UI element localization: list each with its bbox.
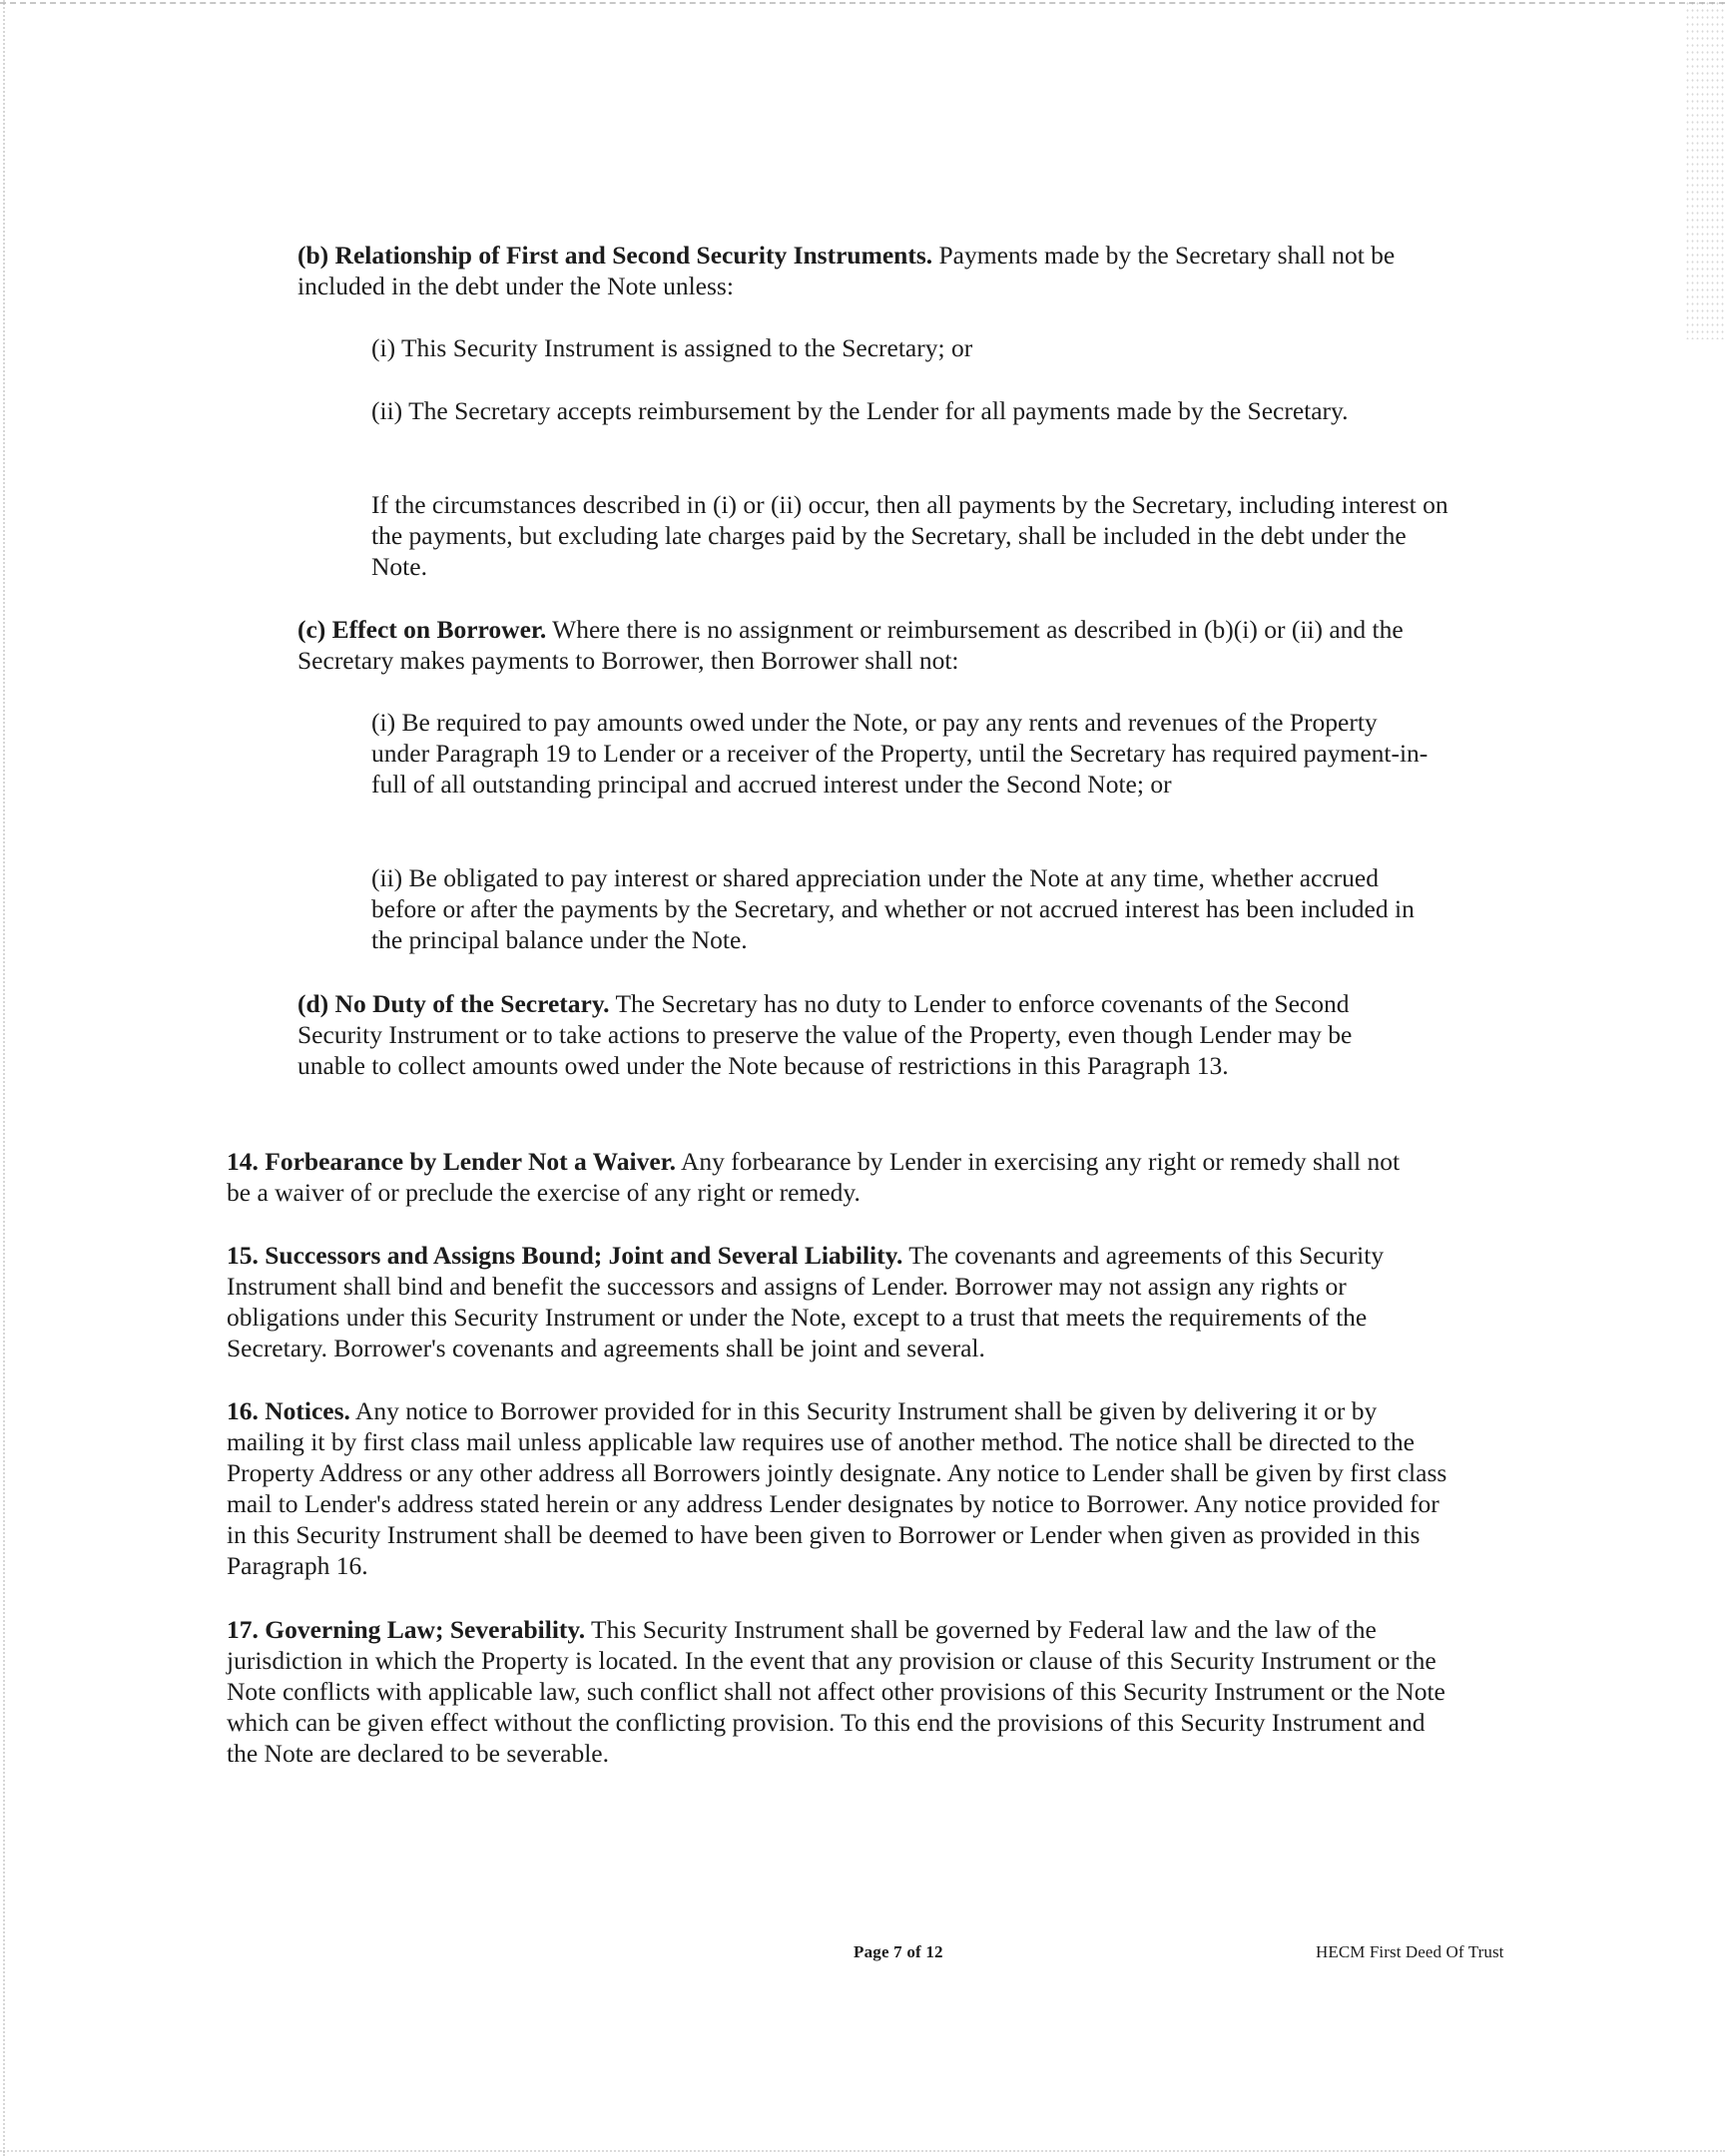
scan-edge-left xyxy=(3,0,5,2156)
paragraph-14 xyxy=(227,1146,1405,1208)
paragraph-13b xyxy=(297,240,1416,301)
paragraph-16-heading: 16. Notices. xyxy=(227,1396,350,1425)
paragraph-17-heading: 17. Governing Law; Severability. xyxy=(227,1615,586,1644)
paragraph-15-heading: 15. Successors and Assigns Bound; Joint and Several Liability. xyxy=(227,1241,903,1270)
scan-edge-bottom xyxy=(0,2150,1725,2152)
paragraph-13b-body: Payments made by the Secretary shall not be included in the debt under the Note unless: xyxy=(297,241,1396,300)
footer-page-number: Page 7 of 12 xyxy=(854,1942,943,1961)
paragraph-14-heading: 14. Forbearance by Lender Not a Waiver. xyxy=(227,1147,676,1176)
paragraph-13c-body: Where there is no assignment or reimbursement as described in (b)(i) or (ii) and the Secretary makes payments to Borrower, then Borrower shall not: xyxy=(297,615,1404,675)
paragraph-15-body: The covenants and agreements of this Security Instrument shall bind and benefit the successors and assigns of Lender. Borrower may not assign any rights or obligations under this Security Instrument or under the Note, except to a trust that meets the requirements of the Secretary. Borrower's covenants and agreements shall be joint and several. xyxy=(227,1241,1385,1362)
paragraph-17-body: This Security Instrument shall be governed by Federal law and the law of the jurisdiction in which the Property is located. In the event that any provision or clause of this Security Instrument or the Note conflicts with applicable law, such conflict shall not affect other provisions of this Security Instrument or the Note which can be given effect without the conflicting provision. To this end the provisions of this Security Instrument and the Note are declared to be severable. xyxy=(227,1615,1445,1768)
scan-noise-right xyxy=(1685,0,1725,339)
paragraph-13d xyxy=(297,988,1426,1081)
paragraph-13c-ii: (ii) Be obligated to pay interest or shared appreciation under the Note at any time, whether accrued before or after the payments by the Secretary, and whether or not accrued interest has been included in the principal balance under the Note. xyxy=(371,863,1415,954)
paragraph-17 xyxy=(227,1614,1449,1769)
paragraph-13b-tail: If the circumstances described in (i) or (ii) occur, then all payments by the Secretary, including interest on the payments, but excluding late charges paid by the Secretary, shall be included in the debt under the Note. xyxy=(371,490,1448,581)
paragraph-13d-body: The Secretary has no duty to Lender to enforce covenants of the Second Security Instrument or to take actions to preserve the value of the Property, even though Lender may be unable to collect amounts owed under the Note because of restrictions in this Paragraph 13. xyxy=(297,989,1353,1080)
paragraph-13b-heading: (b) Relationship of First and Second Security Instruments. xyxy=(297,241,933,270)
paragraph-13b-i: (i) This Security Instrument is assigned to the Secretary; or xyxy=(371,333,973,362)
paragraph-13c-heading: (c) Effect on Borrower. xyxy=(297,615,547,644)
paragraph-13c xyxy=(297,614,1436,676)
paragraph-15 xyxy=(227,1240,1449,1363)
paragraph-16-body: Any notice to Borrower provided for in this Security Instrument shall be given by delivering it or by mailing it by first class mail unless applicable law requires use of another method. The notice shall be directed to the Property Address or any other address all Borrowers jointly designate. Any notice to Lender shall be given by first class mail to Lender's address stated herein or any address Lender designates by notice to Borrower. Any notice provided for in this Security Instrument shall be deemed to have been given to Borrower or Lender when given as provided in this Paragraph 16. xyxy=(227,1396,1447,1580)
paragraph-13b-ii: (ii) The Secretary accepts reimbursement by the Lender for all payments made by the Secretary. xyxy=(371,396,1349,425)
scan-edge-top xyxy=(0,2,1725,4)
paragraph-16 xyxy=(227,1395,1449,1581)
paragraph-14-body: Any forbearance by Lender in exercising any right or remedy shall not be a waiver of or preclude the exercise of any right or remedy. xyxy=(227,1147,1401,1207)
paragraph-13c-i: (i) Be required to pay amounts owed under the Note, or pay any rents and revenues of the Property under Paragraph 19 to Lender or a receiver of the Property, until the Secretary has required payment-in-full of all outstanding principal and accrued interest under the Second Note; or xyxy=(371,708,1429,799)
footer-document-title: HECM First Deed Of Trust xyxy=(1316,1942,1504,1961)
paragraph-13d-heading: (d) No Duty of the Secretary. xyxy=(297,989,610,1018)
